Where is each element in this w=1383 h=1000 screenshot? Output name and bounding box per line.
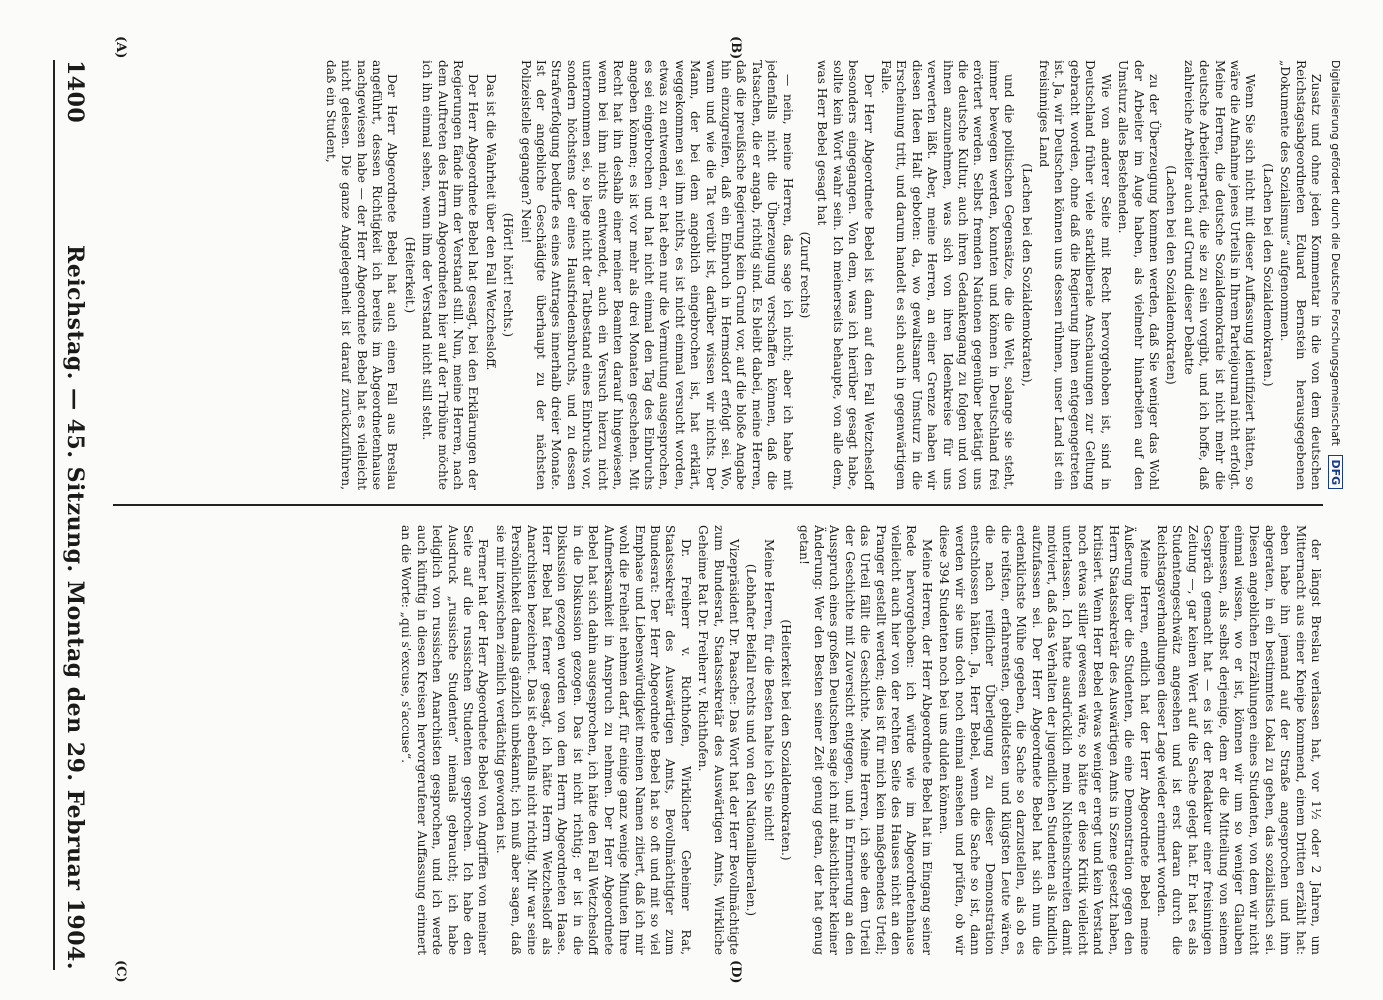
paragraph: Ferner hat der Herr Abgeordnete Bebel von Angriffen von meiner Seite auf die russischen Studenten gesprochen. Ich habe den Ausdruck „russische Studenten“ niemals gebraucht; ich habe lediglich von russischen Anarchisten gesprochen, und ich werde auch künftig in diesen Kreisen hervorgerufener Auffassung erinnert an die Worte: „qui s'excuse, s'accuse“. bbox=[399, 525, 491, 955]
paragraph: Zusatz und ohne jeden Kommentar in die von dem deutschen Reichstagsabgeordneten Eduard Bernstein herausgegebenen „Dokumente des Sozialismus“ aufgenommen. bbox=[1278, 60, 1323, 490]
page-number: 1400 bbox=[62, 60, 88, 124]
stage-direction: (Lachen bei den Sozialdemokraten) bbox=[1164, 165, 1179, 385]
stage-direction: (Hört! hört! rechts.) bbox=[501, 212, 516, 338]
stage-direction: (Heiterkeit.) bbox=[402, 236, 417, 314]
column-divider bbox=[113, 504, 1323, 506]
paragraph: Wenn Sie sich nicht mit dieser Auffassung identifiziert hätten, so wäre die Aufnahme jenes Urteils in Ihrem Parteijournal nicht erfolgt. Meine Herren, die deutsche Sozialdemokratie ist nicht mehr die deutsche Arbeiterpartei, die sie zu sein vorgibt, und ich hoffe, daß zahlreiche Arbeiter auch auf Grund dieser Debatte bbox=[1181, 60, 1258, 490]
right-column bbox=[113, 525, 1323, 955]
stage-direction: (Zuruf rechts) bbox=[798, 231, 812, 319]
paragraph: Dr. Freiherr v. Richthofen, Wirklicher Geheimer Rat, Staatssekretär des Auswärtigen Amts, Bevollmächtigter zum Bundesrat: Der Herr Abgeordnete Bebel hat so oft und mit so viel Emphase und Liebenswürdigkeit meinen Namen zitiert, daß ich mir wohl die Freiheit nehmen darf, für einige ganz wenige Minuten Ihre Aufmerksamkeit in Anspruch zu nehmen. Der Herr Abgeordnete Bebel hat sich dahin ausgesprochen, ich hätte den Fall Wetzchesloff in die Diskussion gezogen. Das ist nicht richtig; er ist in die Diskussion gezogen worden von dem Herrn Abgeordneten Haase. Herr Bebel hat ferner gesagt, ich hätte Herrn Wetzchesloff als Anarchisten bezeichnet. Das ist ebenfalls nicht richtig. Mir war seine Persönlichkeit damals gänzlich unbekannt; ich muß aber sagen, daß sie mir inzwischen ziemlich verdächtig geworden ist. bbox=[493, 525, 693, 955]
paragraph: Das ist die Wahrheit über den Fall Wetzchesloff. bbox=[483, 74, 498, 371]
dfg-logo: DFG bbox=[1328, 455, 1343, 489]
stage-direction: (Heiterkeit bei den Sozialdemokraten.) bbox=[779, 619, 794, 861]
footer-text: Digitalisierung gefördert durch die Deutsche Forschungsgemeinschaft bbox=[1329, 60, 1342, 446]
margin-marker-a: (A) bbox=[113, 36, 128, 59]
paragraph: Meine Herren, der Herr Abgeordnete Bebel hat im Eingang seiner Rede hervorgehoben: ich würde wie im Abgeordnetenhause vielleicht auch hier von der rechten Seite des Hauses nicht an den Pranger gestellt werden; dies ist für mich kein maßgebendes Urteil; das Urteil fällt die Geschichte. Meine Herren, ich sehe dem Urteil der Geschichte mit Zuversicht entgegen, und in Erinnerung an den Ausspruch eines großen Deutschen sage ich mit absichtlicher kleiner Änderung: Wer den Besten seiner Zeit genug getan, der hat genug getan! bbox=[796, 525, 934, 955]
stage-direction: (Lachen bei den Sozialdemokraten.) bbox=[1260, 163, 1275, 387]
paragraph: Der Herr Abgeordnete Bebel hat gesagt, bei den Erklärungen der Regierungen fände ihm der Verstand still. Nun, meine Herren, nach dem Auftreten des Herrn Abgeordneten hier auf der Tribüne möchte ich ihn einmal sehen, wenn ihm der Verstand nicht still steht. bbox=[420, 60, 481, 490]
margin-marker-b: (B) bbox=[728, 36, 743, 60]
paragraph: Der Herr Abgeordnete Bebel ist dann auf den Fall Wetzchesloff besonders eingegangen. Von dem, was ich hierüber gesagt habe, sollte kein Wort wahr sein. Ich meinerseits behaupte, von alle dem, was Herr Bebel gesagt hat bbox=[815, 60, 876, 490]
paragraph: zu der Überzeugung kommen werden, daß Sie weniger das Wohl der Arbeiter im Auge haben, als vielmehr hinarbeiten auf den Umsturz alles Bestehenden. bbox=[1116, 60, 1161, 490]
paragraph: — nein, meine Herren, das sage ich nicht; aber ich habe mit jedenfalls nicht die Überzeugung verschaffen können, daß die Tatsachen, die er angab, richtig sind. Es bleibt dabei, meine Herren, daß die preußische Regierung kein Grund vor, auf die bloße Angabe hin einzugreifen, daß ein Einbruch in Hermsdorf erfolgt sei. Wo, wann und wie die Tat verübt ist, darüber wissen wir nichts. Der Mann, der bei dem angeblich eingebrochen ist, hat erklärt, weggekommen sei ihm nichts, es ist nicht einmal versucht worden, etwas zu entwenden, er hat eben nur die Vermutung ausgesprochen, es sei eingebrochen und hat nicht einmal den Tag des Einbruchs angeben können; es ist vor mehr als drei Monaten geschehen. Mit Recht hat ihn deshalb einer meiner Beamten darauf hingewiesen, wenn bei ihm nichts entwendet, auch ein Versuch hierzu nicht unternommen sei, so liege nicht der Tatbestand eines Einbruchs vor, sondern höchstens der eines Hausfriedensbruchs, und zu dessen Strafverfolgung bedürfe es eines Antrages innerhalb dreier Monate. Ist der angebliche Geschädigte überhaupt zu der nächsten Polizeistelle gegangen? Nein! bbox=[518, 60, 795, 490]
paragraph: Der Herr Abgeordnete Bebel hat auch einen Fall aus Breslau angeführt, dessen Richtigkeit ich bereits im Abgeordnetenhause nachgewiesen habe — der Herr Abgeordnete Bebel hat es vielleicht nicht gelesen. Die ganze Angelegenheit ist darauf zurückzuführen, daß ein Student, bbox=[323, 60, 400, 490]
paragraph: Wie von anderer Seite mit Recht hervorgehoben ist, sind in Deutschland früher viele starkliberale Anschauungen zur Geltung gebracht worden, ohne daß die Regierung ihnen entgegengetreten ist. Ja, wir Deutschen können uns dessen rühmen, unser Land ist ein freisinniges Land bbox=[1037, 60, 1113, 490]
stage-direction: (Lebhafter Beifall rechts und von den Nationalliberalen.) bbox=[744, 563, 759, 917]
paragraph: und die politischen Gegensätze, die die Welt, solange sie steht, immer bewegen werden, konnten und können in Deutschland frei erörtert werden. Selbst fremden Nationen gegenüber betätigt uns die deutsche Kultur, auch ihren Gedankengang zu folgen und von ihnen anzunehmen, was sich von ihren Ideenkreise für uns verwerten läßt. Aber, meine Herren, an einer Grenze haben wir diesen Ideen Halt geboten: da, wo gewaltsamer Umsturz in die Erscheinung tritt, und darum handelt es sich auch in gegenwärtigem Falle. bbox=[879, 60, 1017, 490]
left-column bbox=[113, 60, 1323, 490]
margin-marker-d: (D) bbox=[728, 960, 743, 984]
page-header bbox=[53, 60, 95, 970]
page-footer bbox=[1328, 60, 1343, 489]
paragraph: Vizepräsident Dr. Paasche: Das Wort hat der Herr Bevollmächtigte zum Bundesrat, Staatssekretär des Auswärtigen Amts, Wirkliche Geheime Rat Dr. Freiherr v. Richthofen. bbox=[696, 525, 741, 955]
page-title: Reichstag. — 45. Sitzung. Montag den 29. Februar 1904. bbox=[62, 245, 88, 970]
stage-direction: (Lachen bei den Sozialdemokraten), bbox=[1019, 163, 1034, 387]
paragraph: Meine Herren, für die Besten halte ich Sie nicht! bbox=[761, 539, 776, 842]
paragraph: der längst Breslau verlassen hat, vor 1½ oder 2 Jahren, um Mitternacht aus einer Kneipe kommend, einem Dritten erzählt hat: eben habe ihn jemand auf der Straße angesprochen und ihm abgeraten, in ein bestimmtes Lokal zu gehen, das sozialistisch sei. Diesen angeblichen Erzählungen eines Studenten, von dem wir nicht einmal wissen, wo er ist, können wir um so weniger Glauben beimessen, als selbst derjenige, dem er die Mitteilung von seinem Gespräch gemacht hat — es ist der Redakteur einer freisinnigen Zeitung —, gar keinen Wert auf die Sache gelegt hat. Er hat es als Studentengeschwätz angesehen und ist erst daran durch die Reichstagsverhandlungen dieser Lage wieder erinnert worden. bbox=[1154, 525, 1323, 955]
margin-marker-c: (C) bbox=[113, 960, 128, 983]
paragraph: Meine Herren, endlich hat der Herr Abgeordnete Bebel meine Äußerung über die Studenten, die eine Demonstration gegen den Herrn Staatssekretär des Auswärtigen Amts in Szene gesetzt haben, kritisiert. Wenn Herr Bebel etwas weniger erregt und kein Verstand noch etwas stiller gewesen wäre, so hätte er diese Kritik vielleicht unterlassen. Ich hatte ausdrücklich mein Nichteinschreiten damit motiviert, daß das Verhalten der jugendlichen Studenten als kindlich aufzufassen sei. Der Herr Abgeordnete Bebel hat sich nun die erdenklichste Mühe gegeben, die Sache so darzustellen, als ob es die reifsten, erfahrensten, gebildetsten und klügsten Leute wären, die nach reiflicher Überlegung zu dieser Demonstration entschlossen hätten. Ja, Herr Bebel, wenn die Sache so ist, dann werden wir sie uns doch noch einmal ansehen und prüfen, ob wir diese 394 Studenten noch bei uns dulden können. bbox=[937, 525, 1152, 955]
